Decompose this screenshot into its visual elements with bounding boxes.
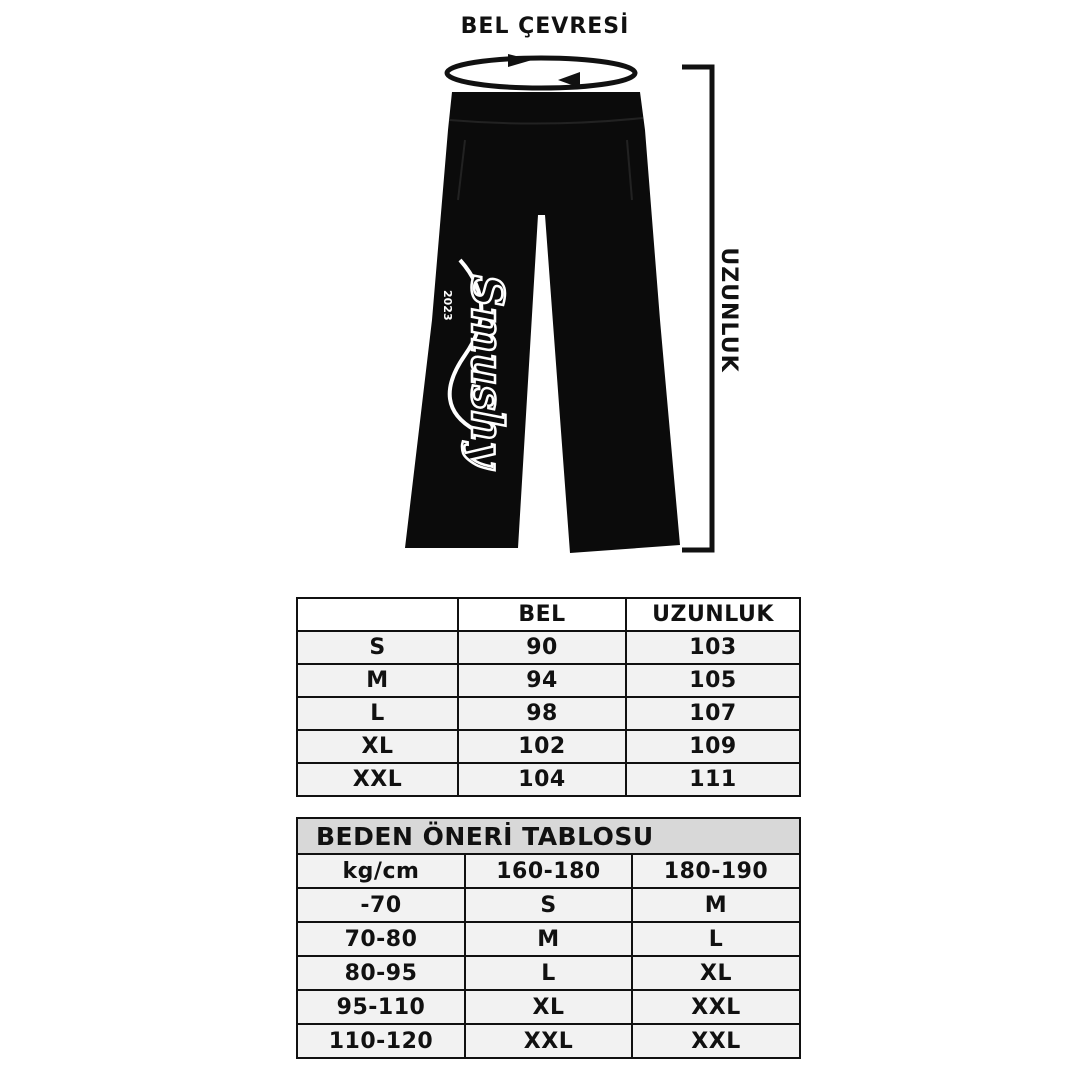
size-cell: L [632,922,800,956]
length-cell: 107 [626,697,800,730]
waist-label: BEL ÇEVRESİ [460,14,630,39]
waist-cell: 94 [458,664,626,697]
size-cell: XXL [632,1024,800,1058]
table-header-cell: UZUNLUK [626,598,800,631]
table-header-row [297,598,800,631]
brand-year-text: 2023 [441,290,454,321]
size-cell: M [297,664,458,697]
table-row [297,956,800,990]
waist-ring-icon [447,58,635,88]
weight-cell: -70 [297,888,465,922]
size-recommendation-table [296,817,801,1059]
table-header-cell: BEL [458,598,626,631]
size-cell: XL [465,990,632,1024]
size-cell: M [465,922,632,956]
table-row [297,990,800,1024]
weight-cell: 110-120 [297,1024,465,1058]
size-cell: XL [297,730,458,763]
brand-logo-text: Smushy [461,275,512,468]
length-cell: 111 [626,763,800,796]
size-cell: S [297,631,458,664]
pants-shape [405,92,680,553]
table-header-cell: 180-190 [632,854,800,888]
weight-cell: 80-95 [297,956,465,990]
table-row [297,763,800,796]
table-header-cell: kg/cm [297,854,465,888]
table-row [297,730,800,763]
length-label: UZUNLUK [716,247,741,373]
size-cell: S [465,888,632,922]
table-header-row [297,854,800,888]
length-cell: 105 [626,664,800,697]
waist-cell: 104 [458,763,626,796]
size-cell: XXL [632,990,800,1024]
table-title-row [297,818,800,854]
size-cell: XL [632,956,800,990]
table-row [297,1024,800,1058]
length-cell: 109 [626,730,800,763]
table-header-cell: 160-180 [465,854,632,888]
size-cell: XXL [465,1024,632,1058]
length-bracket-icon [682,67,712,550]
size-cell: XXL [297,763,458,796]
recommendation-title: BEDEN ÖNERİ TABLOSU [297,818,800,854]
waist-cell: 90 [458,631,626,664]
weight-cell: 70-80 [297,922,465,956]
weight-cell: 95-110 [297,990,465,1024]
table-row [297,631,800,664]
measurement-table [296,597,801,797]
table-row [297,664,800,697]
pants-illustration [380,40,760,570]
table-row [297,922,800,956]
size-cell: L [297,697,458,730]
waist-cell: 98 [458,697,626,730]
table-row [297,888,800,922]
waist-cell: 102 [458,730,626,763]
length-cell: 103 [626,631,800,664]
size-cell: L [465,956,632,990]
table-row [297,697,800,730]
size-cell: M [632,888,800,922]
table-header-cell [297,598,458,631]
